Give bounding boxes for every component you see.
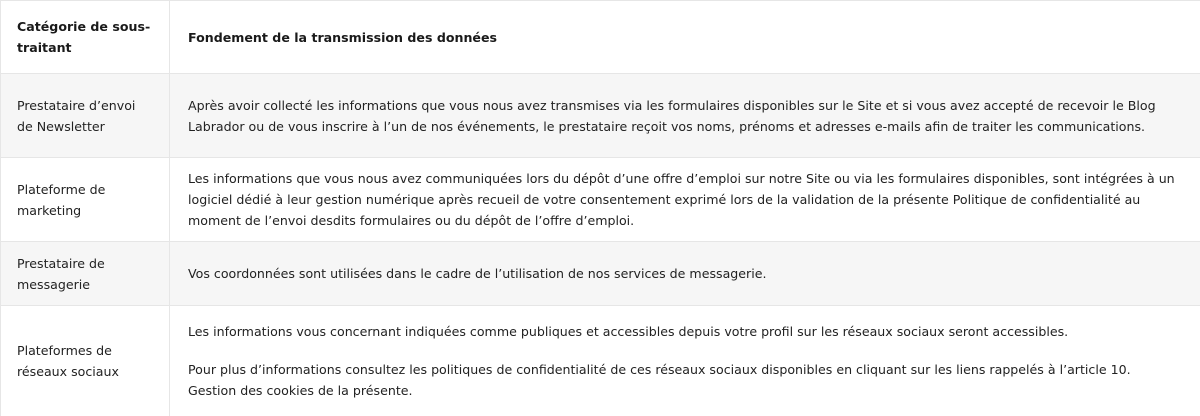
row-category: Plateformes de réseaux sociaux <box>1 306 170 416</box>
row-basis <box>170 74 1200 158</box>
basis-paragraph: Les informations vous concernant indiquées comme publiques et accessibles depuis votre profil sur les réseaux sociaux seront accessibles. <box>188 324 1069 339</box>
table-row <box>1 74 1200 158</box>
row-category: Prestataire d’envoi de Newsletter <box>1 74 170 158</box>
table-header-row <box>1 1 1200 74</box>
row-category: Plateforme de marketing <box>1 158 170 242</box>
table-row <box>1 306 1200 416</box>
header-basis: Fondement de la transmission des données <box>170 1 1200 74</box>
header-category: Catégorie de sous-traitant <box>1 1 170 74</box>
basis-paragraph: Pour plus d’informations consultez les politiques de confidentialité de ces réseaux sociaux disponibles en cliquant sur les liens rappelés à l’article 10. Gestion des cookies de la présente. <box>188 362 1131 398</box>
basis-paragraph: Après avoir collecté les informations que vous nous avez transmises via les formulaires disponibles sur le Site et si vous avez accepté de recevoir le Blog Labrador ou de vous inscrire à l’un de nos événements, le prestataire reçoit vos noms, prénoms et adresses e-mails afin de traiter les communications. <box>188 97 1156 134</box>
table-row <box>1 158 1200 242</box>
table-row <box>1 242 1200 306</box>
row-category: Prestataire de messagerie <box>1 242 170 306</box>
row-basis <box>170 306 1200 416</box>
basis-paragraph: Vos coordonnées sont utilisées dans le cadre de l’utilisation de nos services de messagerie. <box>188 266 767 281</box>
row-basis <box>170 158 1200 242</box>
row-basis <box>170 242 1200 306</box>
basis-paragraph: Les informations que vous nous avez communiquées lors du dépôt d’une offre d’emploi sur notre Site ou via les formulaires disponibles, sont intégrées à un logiciel dédié à leur gestion numérique après recueil de votre consentement exprimé lors de la validation de la présente Politique de confidentialité au moment de l’envoi desdits formulaires ou du dépôt de l’offre d’emploi. <box>188 171 1175 228</box>
